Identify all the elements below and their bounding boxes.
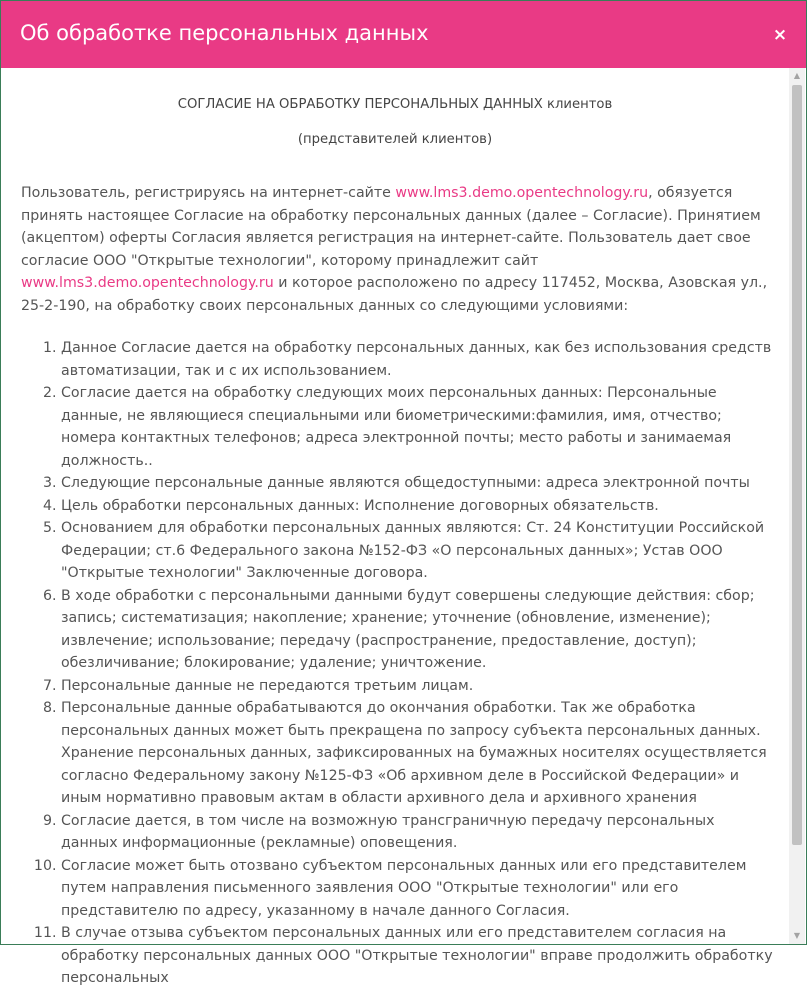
intro-text-1: Пользователь, регистрируясь на интернет-сайте <box>21 185 396 201</box>
term-item: 7. Персональные данные не передаются третьим лицам. <box>61 675 773 698</box>
modal-body[interactable] <box>1 68 789 986</box>
vertical-scrollbar[interactable] <box>789 68 805 944</box>
document-title: СОГЛАСИЕ НА ОБРАБОТКУ ПЕРСОНАЛЬНЫХ ДАННЫХ клиентов <box>177 97 613 112</box>
terms-list <box>1 337 789 990</box>
close-button[interactable]: × <box>772 25 788 45</box>
term-item: 9. Согласие дается, в том числе на возможную трансграничную передачу персональных данных информационные (рекламные) оповещения. <box>61 810 773 855</box>
scrollbar-thumb[interactable] <box>792 85 802 845</box>
term-item: 6. В ходе обработки с персональными данными будут совершены следующие действия: сбор; запись; систематизация; накопление; хранение; уточнение (обновление, изменение); извлечение; использование; передачу (распространение, предоставление, доступ); обезличивание; блокирование; удаление; уничтожение. <box>61 585 773 675</box>
site-link[interactable]: www.lms3.demo.opentechnology.ru <box>21 275 274 291</box>
term-item: 10. Согласие может быть отозвано субъектом персональных данных или его представителем путем направления письменного заявления ООО "Открытые технологии" или его представителю по адресу, указанному в начале данного Согласия. <box>61 855 773 923</box>
term-item: 2. Согласие дается на обработку следующих моих персональных данных: Персональные данные, не являющиеся специальными или биометрическими:фамилия, имя, отчество; номера контактных телефонов; адреса электронной почты; место работы и занимаемая должность.. <box>61 382 773 472</box>
intro-paragraph <box>1 182 789 317</box>
site-link[interactable]: www.lms3.demo.opentechnology.ru <box>395 185 649 201</box>
modal-title: Об обработке персональных данных <box>20 21 429 45</box>
term-item: 11. В случае отзыва субъектом персональных данных или его представителем согласия на обработку персональных данных ООО "Открытые технологии" вправе продолжить обработку персональных <box>61 922 773 990</box>
term-item: 3. Следующие персональные данные являются общедоступными: адреса электронной почты <box>61 472 773 495</box>
intro-text-3: и которое расположено по адресу 117452, Москва, Азовская ул., 25-2-190, на обработку своих персональных данных со следующими условиями: <box>21 275 768 314</box>
term-item: 8. Персональные данные обрабатываются до окончания обработки. Так же обработка персональных данных может быть прекращена по запросу субъекта персональных данных. Хранение персональных данных, зафиксированных на бумажных носителях осуществляется согласно Федеральному закону №125-ФЗ «Об архивном деле в Российской Федерации» и иным нормативно правовым актам в области архивного дела и архивного хранения <box>61 697 773 810</box>
term-item: 5. Основанием для обработки персональных данных являются: Ст. 24 Конституции Российской Федерации; ст.6 Федерального закона №152-ФЗ «О персональных данных»; Устав ООО "Открытые технологии" Заключенные договора. <box>61 517 773 585</box>
scroll-up-arrow-icon[interactable]: ▲ <box>793 71 801 80</box>
scroll-down-arrow-icon[interactable]: ▼ <box>793 931 801 940</box>
term-item: 4. Цель обработки персональных данных: Исполнение договорных обязательств. <box>61 495 773 518</box>
term-item: 1. Данное Согласие дается на обработку персональных данных, как без использования средств автоматизации, так и с их использованием. <box>61 337 773 382</box>
document-subtitle: (представителей клиентов) <box>297 132 493 147</box>
intro-text-2: , обязуется принять настоящее Согласие на обработку персональных данных (далее – Согласие). Принятием (акцептом) оферты Согласия является регистрация на интернет-сайте. Пользователь дает свое согласие ООО "Открытые технологии", которому принадлежит сайт <box>21 185 761 269</box>
modal-header <box>1 1 806 68</box>
